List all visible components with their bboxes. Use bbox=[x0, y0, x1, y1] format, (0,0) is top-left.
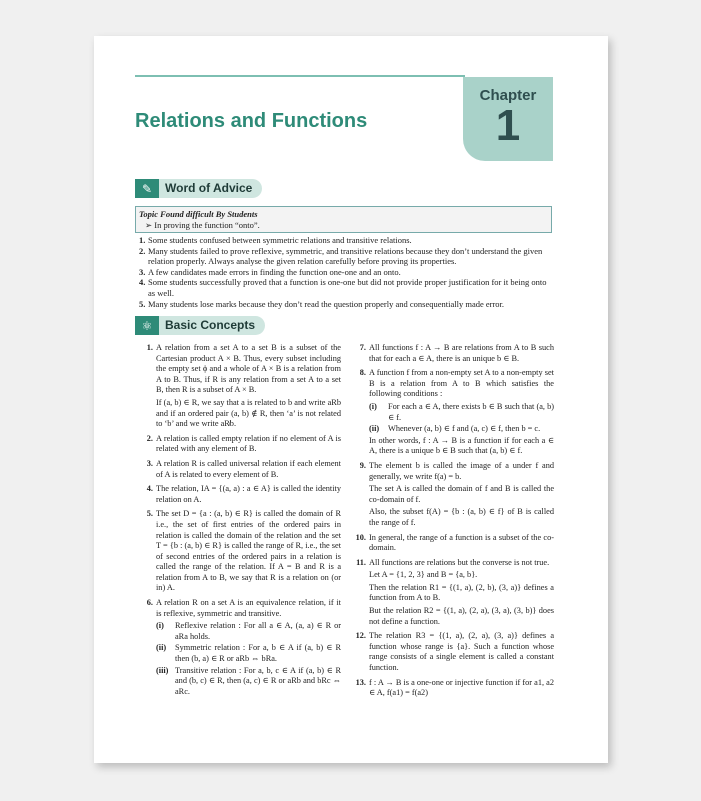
advice-item-number: 1. bbox=[139, 235, 146, 245]
advice-item bbox=[139, 246, 554, 267]
box-item: ➢ In proving the function “onto”. bbox=[145, 220, 260, 230]
advice-item-number: 2. bbox=[139, 245, 146, 256]
concept-text: But the relation R2 = {(1, a), (2, a), (3, a), (3, b)} does not define a function. bbox=[369, 606, 554, 626]
subitem-roman: (ii) bbox=[369, 424, 380, 434]
advice-item-number: 4. bbox=[139, 277, 146, 288]
concept-text: All functions are relations but the converse is not true. bbox=[369, 557, 550, 567]
left-column bbox=[139, 343, 341, 700]
network-icon: ⚛ bbox=[135, 316, 159, 335]
advice-item bbox=[139, 235, 554, 246]
subitem-text: Symmetric relation : For a, b ∈ A if (a, b) ∈ R then (b, a) ∈ R or aRb ⇔ bRa. bbox=[175, 643, 341, 664]
advice-item-number: 3. bbox=[139, 266, 146, 277]
concept-number: 7. bbox=[359, 343, 366, 352]
concept-text: Also, the subset f(A) = {b : (a, b) ∈ f} of B is called the range of f. bbox=[369, 507, 554, 527]
concept-item bbox=[139, 598, 341, 698]
concept-text: Let A = {1, 2, 3} and B = {a, b}. bbox=[369, 570, 478, 580]
advice-item bbox=[139, 299, 554, 310]
concept-text: If (a, b) ∈ R, we say that a is related to b and write aRb and if an ordered pair (a, b) ∉ R, then ‘a’ is not related to ‘b’ and we write aR̸b. bbox=[156, 397, 341, 429]
advice-item-text: Some students successfully proved that a function is one-one but did not provide proper justification for it being onto as well. bbox=[148, 277, 547, 298]
concept-number: 10. bbox=[355, 532, 366, 542]
concept-subitem bbox=[156, 621, 341, 642]
concept-item bbox=[139, 343, 341, 432]
concept-text: In other words, f : A → B is a function if for each a ∈ A, there is a unique b ∈ B such that (a, b) ∈ f. bbox=[369, 435, 554, 456]
chapter-number: 1 bbox=[495, 101, 521, 150]
right-column bbox=[352, 343, 554, 703]
concept-body bbox=[369, 461, 554, 531]
concept-item bbox=[352, 678, 554, 701]
concept-text: In general, the range of a function is a subset of the co-domain. bbox=[369, 532, 554, 553]
concept-subitem bbox=[369, 424, 554, 435]
concept-text: All functions f : A → B are relations from A to B such that for each a ∈ A, there is an unique b ∈ B. bbox=[369, 343, 554, 363]
concept-item bbox=[352, 631, 554, 675]
concept-body bbox=[156, 434, 341, 457]
concept-number: 13. bbox=[355, 677, 366, 687]
concept-text: The relation R3 = {(1, a), (2, a), (3, a)} defines a function whose range is {a}. Such a function whose range consists of a single element is called a constant function. bbox=[369, 631, 554, 673]
concept-body bbox=[156, 509, 341, 596]
concept-number: 5. bbox=[146, 509, 153, 519]
chapter-label: Chapter bbox=[479, 87, 537, 104]
advice-item bbox=[139, 267, 554, 278]
concept-item bbox=[139, 509, 341, 596]
concept-item bbox=[352, 368, 554, 459]
concept-number: 2. bbox=[146, 433, 153, 443]
concept-text: A function f from a non-empty set A to a non-empty set B is a relation from A to B which satisfies the following conditions : bbox=[369, 368, 554, 399]
concept-body bbox=[156, 598, 341, 698]
concept-subitem bbox=[156, 643, 341, 664]
chapter-tab bbox=[463, 77, 553, 161]
concept-item bbox=[352, 558, 554, 630]
subitem-roman: (iii) bbox=[156, 665, 169, 675]
concept-number: 6. bbox=[146, 598, 153, 608]
concept-number: 11. bbox=[356, 557, 366, 567]
advice-item-text: A few candidates made errors in finding the function one-one and an onto. bbox=[148, 266, 401, 277]
concept-item bbox=[352, 343, 554, 366]
concept-body bbox=[369, 558, 554, 630]
concept-item bbox=[352, 533, 554, 556]
concept-text: The set A is called the domain of f and B is called the co-domain of f. bbox=[369, 484, 554, 504]
concept-text: A relation from a set A to a set B is a subset of the Cartesian product A × B. Thus, every subset including the empty set ϕ and a whole of A × B is a relation from A to B. Thus, if R is any relation from a set A to a set B, then R is a subset of A × B. bbox=[156, 343, 341, 395]
concept-item bbox=[139, 459, 341, 482]
concept-text: f : A → B is a one-one or injective function if for a1, a2 ∈ A, f(a1) = f(a2) bbox=[369, 677, 554, 698]
concept-number: 1. bbox=[146, 343, 153, 352]
concept-body bbox=[369, 631, 554, 675]
concept-body bbox=[156, 484, 341, 507]
advice-item-text: Many students lose marks because they don’t read the question properly and consequentially made error. bbox=[148, 298, 505, 309]
advice-item-text: Many students failed to prove reflexive, symmetric, and transitive relations because they don’t understand the given relation properly. Always analyse the given relation carefully before proving its properties. bbox=[148, 245, 543, 267]
concept-subitem bbox=[369, 402, 554, 423]
advice-list bbox=[139, 235, 554, 309]
concept-item bbox=[139, 484, 341, 507]
subitem-text: Whenever (a, b) ∈ f and (a, c) ∈ f, then b = c. bbox=[388, 424, 541, 434]
concept-body bbox=[369, 368, 554, 459]
concept-number: 12. bbox=[355, 631, 366, 641]
concept-body bbox=[156, 343, 341, 432]
concept-text: The relation, IA = {(a, a) : a ∈ A} is called the identity relation on A. bbox=[156, 484, 341, 504]
concept-number: 9. bbox=[359, 460, 366, 470]
concept-number: 4. bbox=[146, 484, 153, 494]
concept-text: A relation R on a set A is an equivalence relation, if it is reflexive, symmetric and transitive. bbox=[156, 598, 341, 618]
concept-text: A relation is called empty relation if no element of A is related with any element of B. bbox=[156, 433, 341, 454]
concept-text: A relation R is called universal relation if each element of A is related to every element of B. bbox=[156, 458, 341, 479]
concept-number: 3. bbox=[146, 458, 153, 468]
concept-text: The set D = {a : (a, b) ∈ R} is called the domain of R i.e., the set of first entries of the ordered pairs in relation is called the domain of the relation and the set T = {b : (a, b) ∈ R} is called the range of R, i.e., the set of second entries of the ordered pairs in a relation is called the range of the relation. If A = B and R is a relation from A to B, we say that R is a relation on (or in) A. bbox=[156, 509, 341, 593]
concept-text: The element b is called the image of a under f and generally, we write f(a) = b. bbox=[369, 460, 554, 481]
subitem-roman: (ii) bbox=[156, 643, 167, 653]
subitem-text: Transitive relation : For a, b, c ∈ A if (a, b) ∈ R and (b, c) ∈ R, then (a, c) ∈ R or aRb and bRc ⇔ aRc. bbox=[175, 665, 341, 696]
concept-body bbox=[369, 533, 554, 556]
concept-item bbox=[139, 434, 341, 457]
advice-item-text: Some students confused between symmetric relations and transitive relations. bbox=[148, 235, 412, 245]
subitem-roman: (i) bbox=[156, 621, 164, 631]
concept-body bbox=[369, 343, 554, 366]
advice-item bbox=[139, 277, 554, 298]
subitem-text: Reflexive relation : For all a ∈ A, (a, a) ∈ R or aRa holds. bbox=[175, 621, 341, 641]
concept-text: Then the relation R1 = {(1, a), (2, b), (3, a)} defines a function from A to B. bbox=[369, 582, 554, 603]
concept-body bbox=[369, 678, 554, 701]
concept-body bbox=[156, 459, 341, 482]
difficult-topic-box bbox=[135, 206, 552, 233]
subitem-roman: (i) bbox=[369, 401, 377, 411]
box-title: Topic Found difficult By Students bbox=[139, 209, 258, 219]
concept-item bbox=[352, 461, 554, 531]
notepad-icon: ✎ bbox=[135, 179, 159, 198]
advice-item-number: 5. bbox=[139, 298, 146, 309]
header-rule bbox=[135, 75, 465, 77]
word-of-advice-heading: ✎ Word of Advice bbox=[135, 179, 262, 198]
concept-subitem bbox=[156, 666, 341, 698]
chapter-title: Relations and Functions bbox=[135, 110, 368, 132]
subitem-text: For each a ∈ A, there exists b ∈ B such that (a, b) ∈ f. bbox=[388, 401, 554, 422]
concept-number: 8. bbox=[359, 368, 366, 378]
basic-concepts-heading: ⚛ Basic Concepts bbox=[135, 316, 265, 335]
